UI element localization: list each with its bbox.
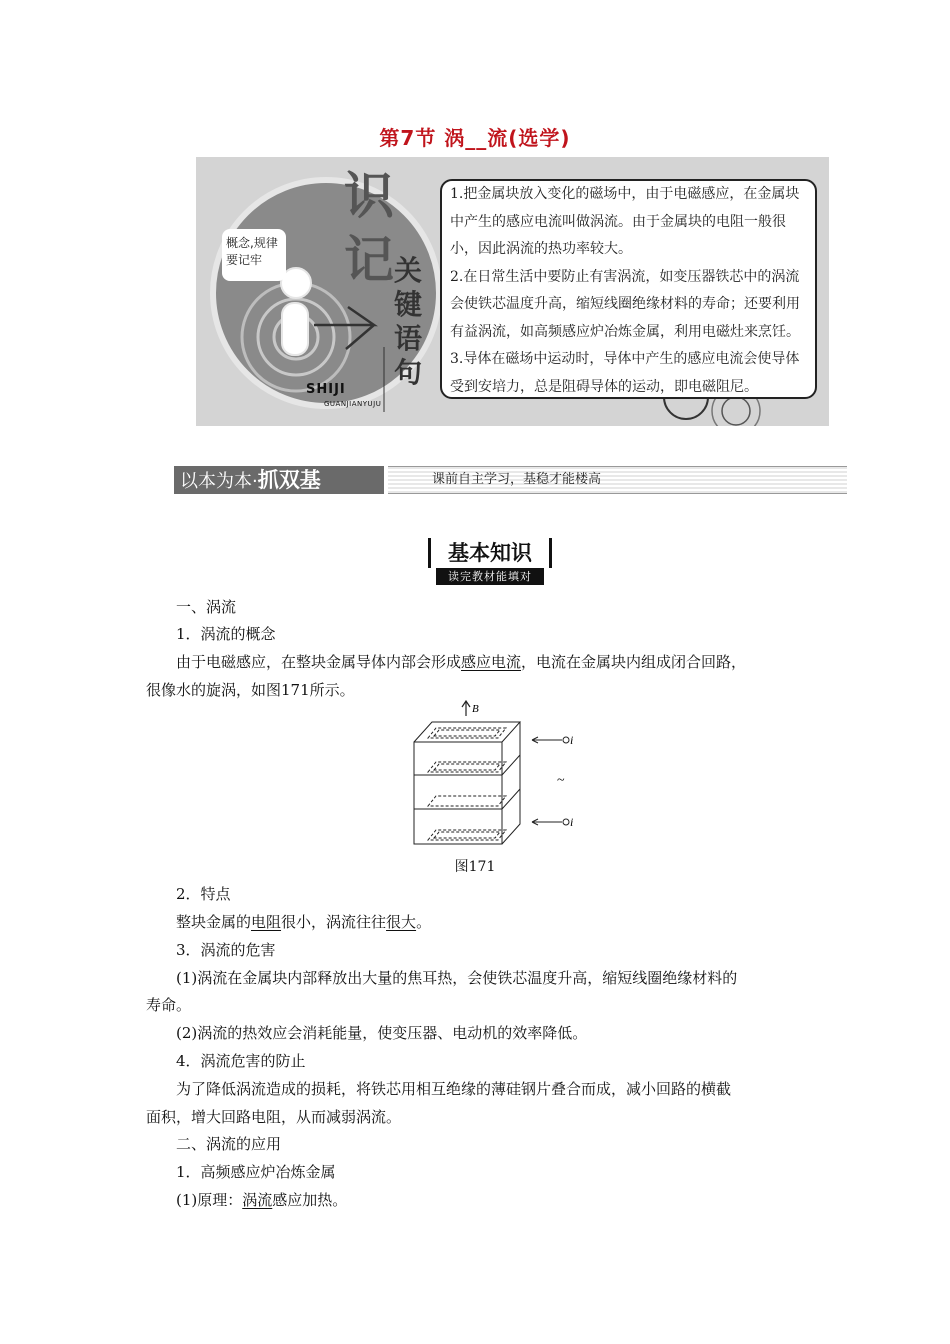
banner-big-char-2: 记: [344, 231, 394, 289]
subheading-concept: 1．涡流的概念: [176, 625, 276, 643]
term-very-large: 很大: [386, 913, 417, 931]
key-note-1: 1.把金属块放入变化的磁场中，由于电磁感应，在金属块中产生的感应电流叫做涡流。由于金属块的电阻一般很小，因此涡流的热功率较大。: [450, 186, 800, 257]
figure-ac-symbol: ~: [557, 773, 565, 788]
paragraph-prevention-cont: 面积，增大回路电阻，从而减弱涡流。: [146, 1108, 402, 1126]
section-header-bar: [174, 466, 847, 494]
figure-label-i-bottom: i: [570, 815, 574, 829]
heading-eddy-current: 一、涡流: [176, 598, 237, 616]
section-header-bold: 抓双基: [257, 468, 321, 492]
subheading-prevention: 4．涡流危害的防止: [176, 1052, 306, 1070]
banner-vertical-char-4: 句: [394, 356, 423, 389]
key-sentences-banner: [196, 157, 829, 426]
banner-vertical-char-3: 语: [394, 322, 423, 355]
basic-knowledge-badge: [428, 538, 552, 586]
paragraph-hazard-1: (1)涡流在金属块内部释放出大量的焦耳热，会使铁芯温度升高，缩短线圈绝缘材料的: [176, 969, 738, 987]
badge-subtitle: 读完教材能填对: [436, 568, 544, 585]
page-title: 第7节 涡__流(选学): [379, 126, 571, 150]
banner-vertical-char-1: 关: [394, 254, 423, 287]
term-eddy-current: 涡流: [242, 1191, 273, 1209]
banner-logo-subtext: GUANJIANYUJU: [324, 400, 382, 408]
eddy-current-figure: [402, 700, 586, 850]
paragraph-principle: (1)原理：涡流感应加热。: [176, 1191, 348, 1209]
paragraph-concept-cont: 很像水的旋涡，如图171所示。: [146, 681, 355, 699]
paragraph-features: 整块金属的电阻很小，涡流往往很大。: [176, 913, 432, 931]
section-header-subtitle: 课前自主学习，基稳才能楼高: [388, 466, 847, 494]
term-resistance: 电阻: [251, 913, 282, 931]
banner-vertical-char-2: 键: [394, 288, 423, 321]
figure-caption: 图171: [454, 859, 496, 875]
key-note-2: 2.在日常生活中要防止有害涡流，如变压器铁芯中的涡流会使铁芯温度升高，缩短线圈绝缘材料的寿命；还要利用有益涡流，如高频感应炉冶炼金属，利用电磁灶来烹饪。: [450, 268, 800, 340]
banner-logo-text: SHIJI: [306, 382, 346, 397]
figure-label-i-top: i: [570, 733, 574, 747]
heading-applications: 二、涡流的应用: [176, 1135, 282, 1153]
paragraph-hazard-1-cont: 寿命。: [146, 996, 192, 1014]
paragraph-hazard-2: (2)涡流的热效应会消耗能量，使变压器、电动机的效率降低。: [176, 1024, 588, 1042]
figure-label-b: B: [472, 703, 479, 715]
subheading-features: 2．特点: [176, 885, 231, 903]
speech-bubble: 概念,规律要记牢: [222, 229, 286, 281]
paragraph-concept: 由于电磁感应，在整块金属导体内部会形成感应电流，电流在金属块内组成闭合回路，: [176, 653, 747, 671]
key-note-3: 3.导体在磁场中运动时，导体中产生的感应电流会使导体受到安培力，总是阻碍导体的运动，即电磁阻尼。: [450, 351, 800, 395]
subheading-induction-furnace: 1．高频感应炉冶炼金属: [176, 1163, 336, 1181]
badge-title: 基本知识: [428, 538, 552, 568]
section-header-prefix: 以本为本·: [180, 471, 258, 492]
key-notes-box: [440, 179, 817, 399]
section-header-title: [174, 466, 384, 494]
subheading-hazards: 3．涡流的危害: [176, 941, 276, 959]
banner-big-char-1: 识: [344, 167, 394, 225]
term-induced-current: 感应电流: [461, 653, 522, 671]
paragraph-prevention: 为了降低涡流造成的损耗，将铁芯用相互绝缘的薄硅钢片叠合而成，减小回路的横截: [176, 1080, 732, 1098]
